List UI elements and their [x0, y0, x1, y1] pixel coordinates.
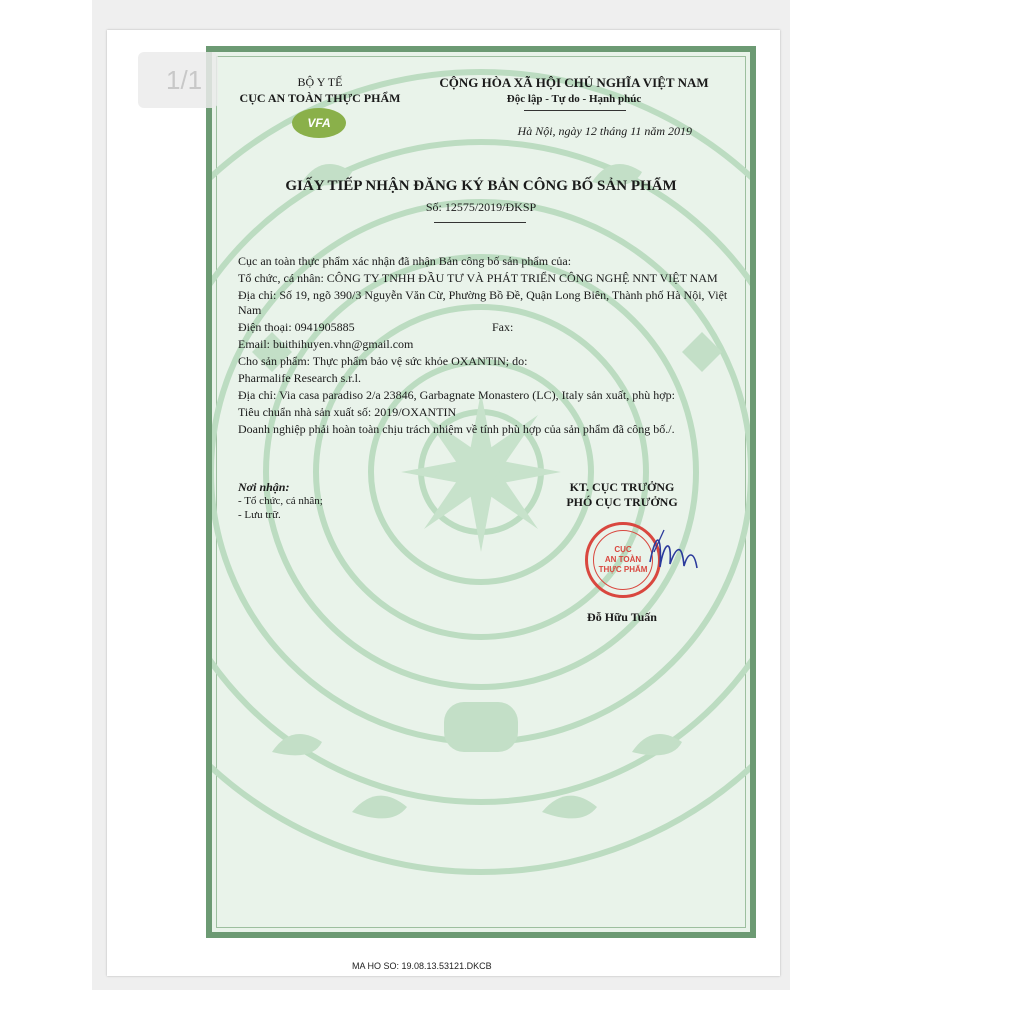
- stamp-text-mid: AN TOÀN: [604, 555, 642, 564]
- responsibility-text: Doanh nghiệp phải hoàn toàn chịu trách nhiệm về tính phù hợp của sản phẩm đã công bố./.: [238, 422, 675, 436]
- issue-date: Hà Nội, ngày 12 tháng 11 năm 2019: [517, 124, 692, 138]
- vfa-logo-text: VFA: [307, 116, 331, 130]
- stamp-text-bottom: THỰC PHẨM: [598, 565, 648, 574]
- page-indicator: 1/1: [138, 52, 218, 108]
- national-motto: Độc lập - Tự do - Hạnh phúc: [506, 93, 642, 105]
- product-text: Cho sản phẩm: Thực phẩm bảo vệ sức khỏe OXANTIN; do:: [238, 354, 528, 368]
- certificate: [206, 46, 756, 938]
- email-text: Email: buithihuyen.vhn@gmail.com: [238, 337, 414, 351]
- nation-name: CỘNG HÒA XÃ HỘI CHỦ NGHĨA VIỆT NAM: [439, 75, 709, 90]
- national-header: [424, 74, 724, 107]
- issuer-header: [230, 74, 410, 106]
- phone-text: Điện thoại: 0941905885: [238, 320, 355, 334]
- title-underline: [434, 222, 526, 223]
- manufacturer-text: Pharmalife Research s.r.l.: [238, 371, 361, 385]
- manufacturer-address-text: Địa chỉ: Via casa paradiso 2/a 23846, Garbagnate Monastero (LC), Italy sản xuất, phù hợp:: [238, 388, 675, 402]
- address-text: Địa chỉ: Số 19, ngõ 390/3 Nguyễn Văn Cừ, Phường Bồ Đề, Quận Long Biên, Thành phố Hà Nội, Việt Nam: [238, 288, 728, 317]
- ministry-name: BỘ Y TẾ: [297, 75, 343, 89]
- agency-name: CỤC AN TOÀN THỰC PHẨM: [239, 91, 401, 105]
- dossier-code: MA HO SO: 19.08.13.53121.DKCB: [352, 961, 492, 971]
- certificate-content: [212, 52, 750, 932]
- recipient-item: - Tổ chức, cá nhân;: [238, 495, 323, 507]
- handwritten-signature: [642, 522, 702, 582]
- motto-underline: [524, 110, 626, 111]
- vfa-logo: [292, 108, 346, 138]
- recipient-item: - Lưu trữ.: [238, 509, 281, 521]
- certificate-title: GIẤY TIẾP NHẬN ĐĂNG KÝ BẢN CÔNG BỐ SẢN PHẨM: [285, 178, 677, 194]
- stamp-text-top: CỤC: [614, 545, 632, 554]
- fax-text: Fax:: [492, 320, 514, 334]
- signer-name: Đỗ Hữu Tuấn: [587, 610, 657, 624]
- certificate-number: Số: 12575/2019/ĐKSP: [425, 200, 537, 214]
- intro-text: Cục an toàn thực phẩm xác nhận đã nhận Bản công bố sản phẩm của:: [238, 254, 572, 268]
- signatory-title: KT. CỤC TRƯỞNG: [569, 480, 675, 494]
- certificate-body: [238, 254, 750, 439]
- signature-title-block: [542, 480, 702, 510]
- recipients-label: Nơi nhận:: [238, 480, 290, 494]
- signatory-position: PHÓ CỤC TRƯỞNG: [566, 495, 678, 509]
- contact-row: [238, 320, 750, 335]
- recipients-block: [238, 480, 323, 522]
- organization-text: Tổ chức, cá nhân: CÔNG TY TNHH ĐẦU TƯ VÀ PHÁT TRIỂN CÔNG NGHỆ NNT VIỆT NAM: [238, 271, 718, 285]
- standard-text: Tiêu chuẩn nhà sản xuất số: 2019/OXANTIN: [238, 405, 457, 419]
